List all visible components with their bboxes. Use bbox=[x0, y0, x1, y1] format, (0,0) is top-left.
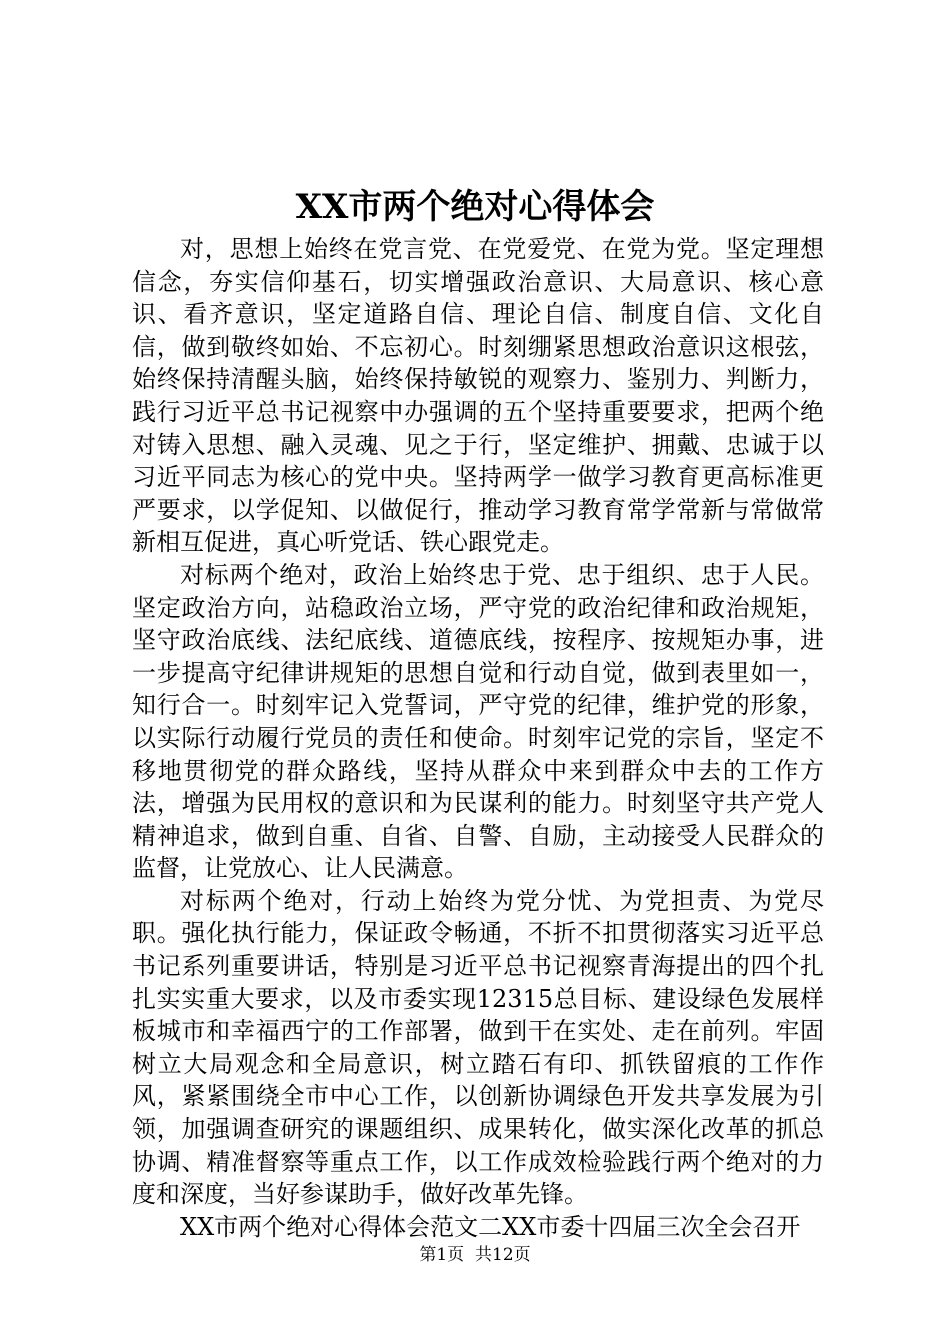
document-title: XX市两个绝对心得体会 bbox=[295, 187, 655, 227]
page-footer bbox=[0, 1243, 950, 1267]
paragraph-4: XX市两个绝对心得体会范文二XX市委十四届三次全会召开 bbox=[180, 1212, 801, 1241]
current-page-label: 第1页 bbox=[419, 1245, 465, 1265]
document-body bbox=[132, 233, 824, 1243]
paragraph-3: 对标两个绝对，行动上始终为党分忧、为党担责、为党尽职。强化执行能力，保证政令畅通，不折不扣贯彻落实习近平总书记系列重要讲话，特别是习近平总书记视察青海提出的四个扎扎实实重大要求，以及市委实现12315总目标、建设绿色发展样板城市和幸福西宁的工作部署，做到干在实处、走在前列。牢固树立大局观念和全局意识，树立踏石有印、抓铁留痕的工作作风，紧紧围绕全市中心工作，以创新协调绿色开发共享发展为引领，加强调查研究的课题组织、成果转化，做实深化改革的抓总协调、精准督察等重点工作，以工作成效检验践行两个绝对的力度和深度，当好参谋助手，做好改革先锋。 bbox=[132, 886, 824, 1209]
paragraph-2: 对标两个绝对，政治上始终忠于党、忠于组织、忠于人民。坚定政治方向，站稳政治立场，严守党的政治纪律和政治规矩，坚守政治底线、法纪底线、道德底线，按程序、按规矩办事，进一步提高守纪律讲规矩的思想自觉和行动自觉，做到表里如一，知行合一。时刻牢记入党誓词，严守党的纪律，维护党的形象，以实际行动履行党员的责任和使命。时刻牢记党的宗旨，坚定不移地贯彻党的群众路线，坚持从群众中来到群众中去的工作方法，增强为民用权的意识和为民谋利的能力。时刻坚守共产党人精神追求，做到自重、自省、自警、自励，主动接受人民群众的监督，让党放心、让人民满意。 bbox=[132, 560, 824, 883]
paragraph-1: 对，思想上始终在党言党、在党爱党、在党为党。坚定理想信念，夯实信仰基石，切实增强政治意识、大局意识、核心意识、看齐意识，坚定道路自信、理论自信、制度自信、文化自信，做到敬终如始、不忘初心。时刻绷紧思想政治意识这根弦，始终保持清醒头脑，始终保持敏锐的观察力、鉴别力、判断力，践行习近平总书记视察中办强调的五个坚持重要要求，把两个绝对铸入思想、融入灵魂、见之于行，坚定维护、拥戴、忠诚于以习近平同志为核心的党中央。坚持两学一做学习教育更高标准更严要求，以学促知、以做促行，推动学习教育常学常新与常做常新相互促进，真心听党话、铁心跟党走。 bbox=[132, 235, 824, 557]
total-pages-label: 共12页 bbox=[475, 1245, 531, 1265]
